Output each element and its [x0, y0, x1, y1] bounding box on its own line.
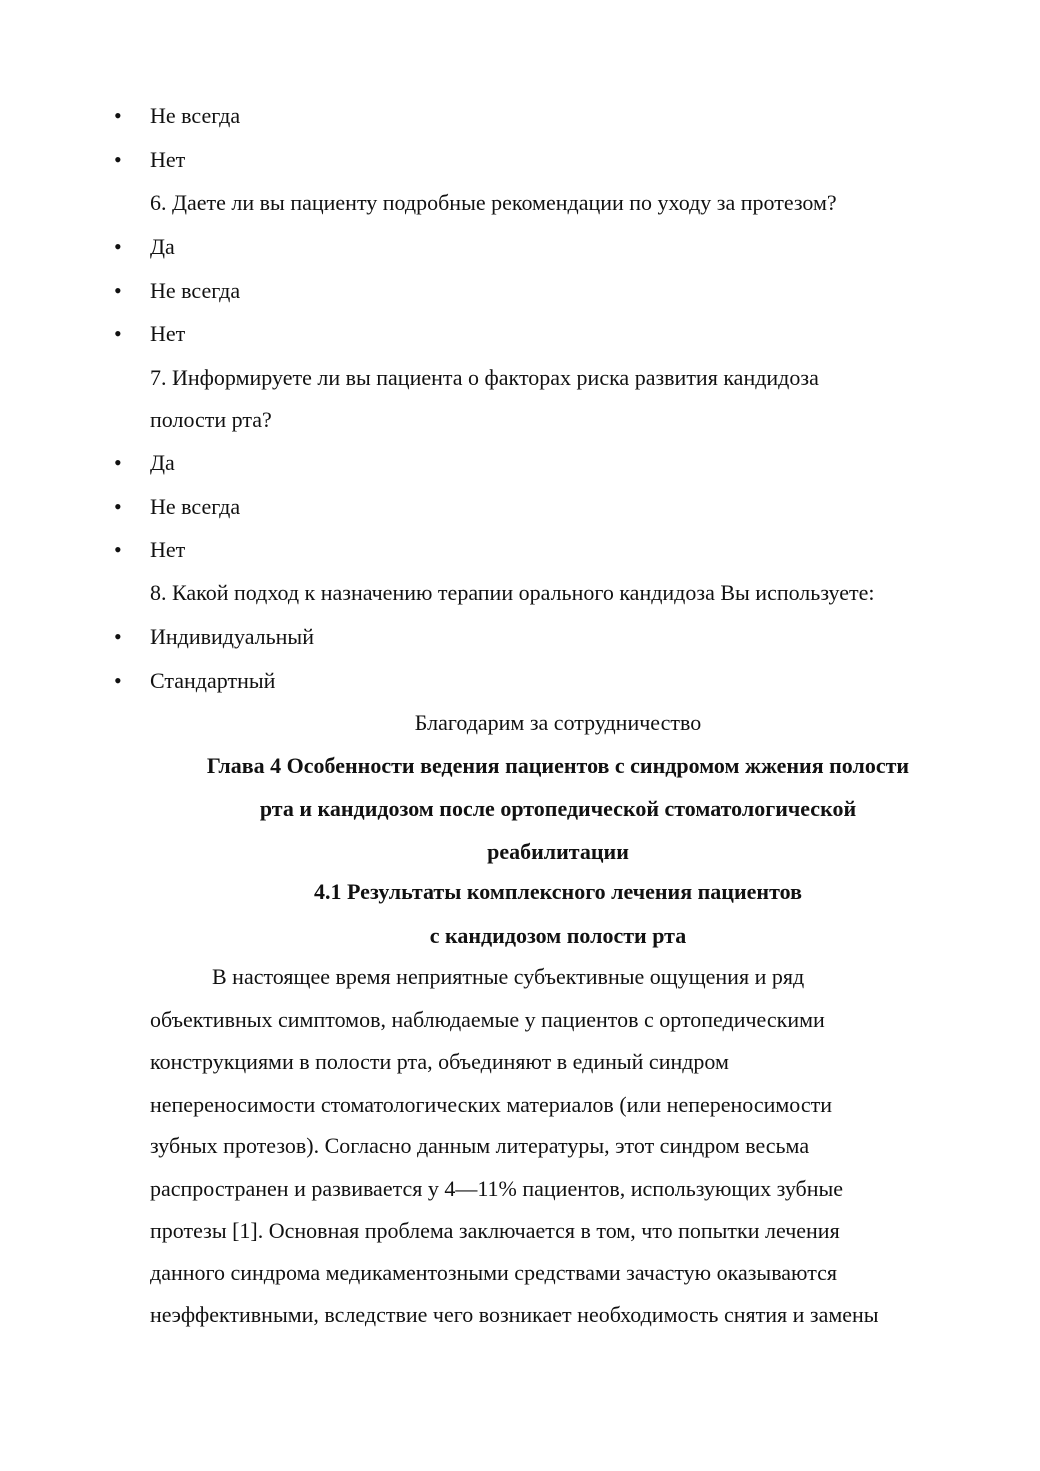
list-item — [0, 535, 1040, 565]
bullet-icon: • — [114, 537, 122, 562]
question-7-continued — [0, 405, 1040, 435]
question-text: полости рта? — [150, 407, 272, 432]
bullet-icon: • — [114, 624, 122, 649]
paragraph-text: В настоящее время неприятные субъективные ощущения и ряд — [212, 964, 805, 989]
paragraph-text: непереносимости стоматологических материалов (или непереносимости — [150, 1092, 832, 1117]
option-label: Не всегда — [150, 494, 241, 519]
paragraph-line — [0, 1216, 1040, 1246]
list-item — [0, 232, 1040, 262]
thanks-text: Благодарим за сотрудничество — [414, 710, 702, 735]
paragraph-line — [0, 962, 1040, 992]
list-item — [0, 101, 1040, 131]
list-item — [0, 448, 1040, 478]
question-text: 8. Какой подход к назначению терапии орального кандидоза Вы используете: — [150, 580, 875, 605]
question-6 — [0, 188, 1040, 218]
bullet-icon: • — [114, 147, 122, 172]
list-item — [0, 622, 1040, 652]
paragraph-text: неэффективными, вследствие чего возникает необходимость снятия и замены — [150, 1302, 879, 1327]
paragraph-text: данного синдрома медикаментозными средствами зачастую оказываются — [150, 1260, 837, 1285]
option-label: Не всегда — [150, 103, 241, 128]
option-label: Да — [150, 234, 175, 259]
bullet-icon: • — [114, 234, 122, 259]
paragraph-text: объективных симптомов, наблюдаемые у пациентов с ортопедическими — [150, 1007, 825, 1032]
question-text: 7. Информируете ли вы пациента о факторах риска развития кандидоза — [150, 365, 819, 390]
chapter-title: реабилитации — [487, 839, 629, 864]
list-item — [0, 319, 1040, 349]
question-7 — [0, 363, 1040, 393]
option-label: Не всегда — [150, 278, 241, 303]
bullet-icon: • — [114, 450, 122, 475]
option-label: Да — [150, 450, 175, 475]
chapter-title: Глава 4 Особенности ведения пациентов с синдромом жжения полости — [206, 753, 910, 778]
paragraph-text: зубных протезов). Согласно данным литературы, этот синдром весьма — [150, 1133, 810, 1158]
option-label: Нет — [150, 147, 186, 172]
paragraph-text: распространен и развивается у 4—11% пациентов, использующих зубные — [150, 1176, 844, 1201]
list-item — [0, 145, 1040, 175]
bullet-icon: • — [114, 278, 122, 303]
option-label: Нет — [150, 537, 186, 562]
paragraph-text: конструкциями в полости рта, объединяют в единый синдром — [150, 1049, 729, 1074]
list-item — [0, 666, 1040, 696]
question-text: 6. Даете ли вы пациенту подробные рекомендации по уходу за протезом? — [150, 190, 837, 215]
question-8 — [0, 578, 1040, 608]
bullet-icon: • — [114, 494, 122, 519]
paragraph-line — [0, 1258, 1040, 1288]
paragraph-line — [0, 1005, 1040, 1035]
paragraph-line — [0, 1047, 1040, 1077]
option-label: Нет — [150, 321, 186, 346]
chapter-title: рта и кандидозом после ортопедической стоматологической — [259, 796, 857, 821]
section-title: с кандидозом полости рта — [429, 923, 687, 948]
bullet-icon: • — [114, 321, 122, 346]
list-item — [0, 276, 1040, 306]
bullet-icon: • — [114, 668, 122, 693]
paragraph-text: протезы [1]. Основная проблема заключается в том, что попытки лечения — [150, 1218, 840, 1243]
paragraph-line — [0, 1300, 1040, 1330]
option-label: Индивидуальный — [150, 624, 314, 649]
paragraph-line — [0, 1090, 1040, 1120]
list-item — [0, 492, 1040, 522]
bullet-icon: • — [114, 103, 122, 128]
paragraph-line — [0, 1174, 1040, 1204]
option-label: Стандартный — [150, 668, 276, 693]
section-title: 4.1 Результаты комплексного лечения пациентов — [314, 879, 802, 904]
paragraph-line — [0, 1131, 1040, 1161]
